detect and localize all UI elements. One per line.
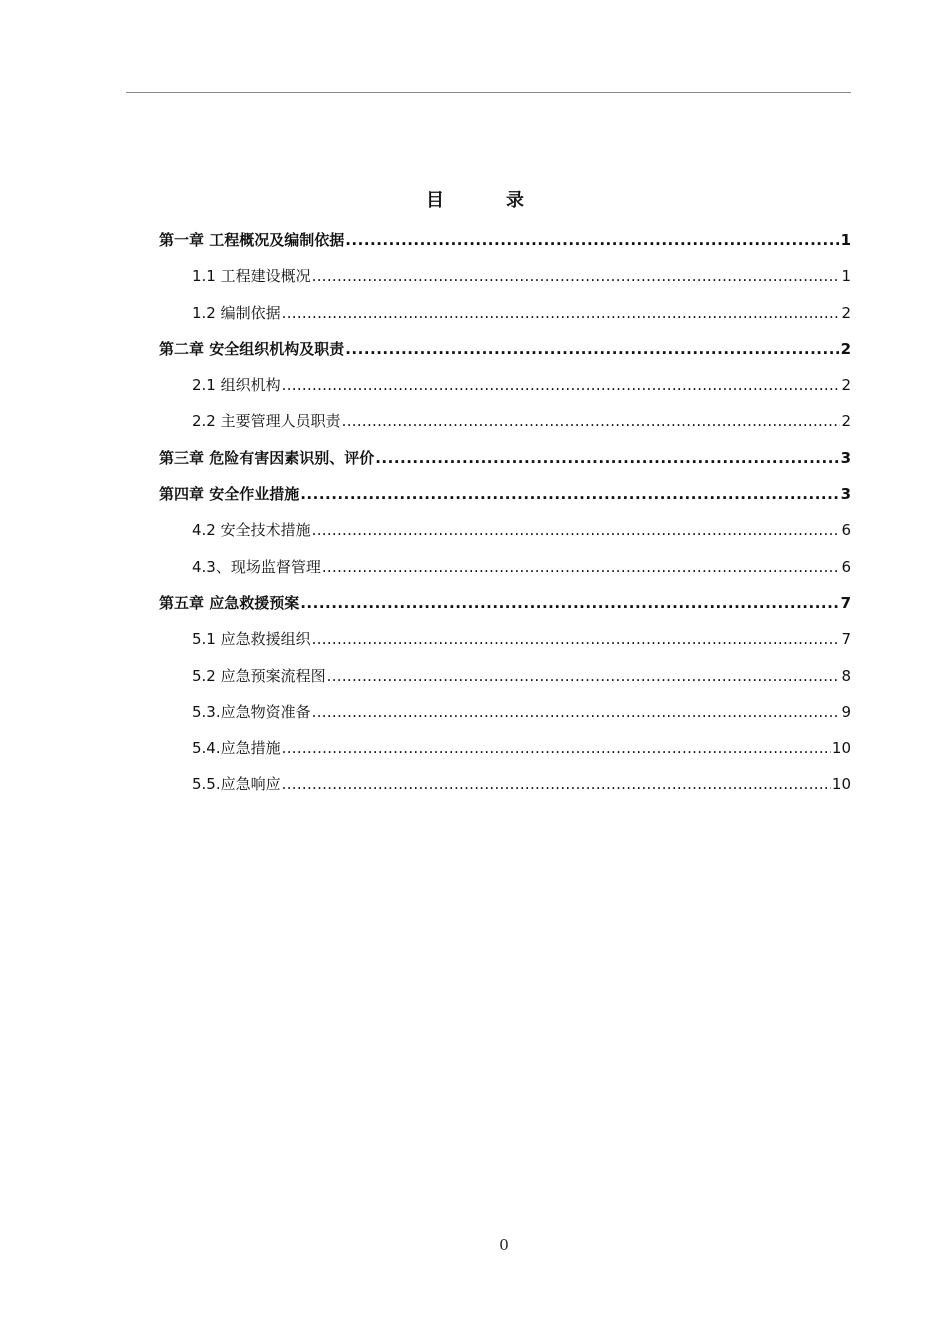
toc-title-part2: 录 <box>506 190 524 211</box>
toc-entry-label: 5.5.应急响应 <box>192 775 281 794</box>
toc-dot-leader <box>282 766 831 802</box>
toc-entry-label: 第一章 工程概况及编制依据 <box>159 231 345 249</box>
page-number: 0 <box>499 1236 509 1254</box>
toc-entry-label: 第五章 应急救援预案 <box>159 593 300 612</box>
toc-entry-label: 第二章 安全组织机构及职责 <box>159 339 345 358</box>
toc-entry-page: 10 <box>831 775 851 794</box>
toc-entry-label: 2.2 主要管理人员职责 <box>192 412 341 431</box>
toc-dot-leader <box>312 694 841 730</box>
toc-entry[interactable] <box>159 694 851 730</box>
toc-dot-leader <box>342 403 841 439</box>
toc-entry-label: 第三章 危险有害因素识别、评价 <box>159 448 375 467</box>
toc-entry[interactable] <box>159 440 851 476</box>
toc-entry-label: 5.2 应急预案流程图 <box>192 666 326 685</box>
toc-entry[interactable] <box>159 766 851 802</box>
toc-entry[interactable] <box>159 621 851 657</box>
toc-entry[interactable] <box>159 367 851 403</box>
toc-entry-page: 8 <box>841 666 851 685</box>
toc-entry-label: 1.1 工程建设概况 <box>192 267 311 286</box>
toc-entry-label: 4.3、现场监督管理 <box>192 557 321 576</box>
toc-entry-page: 7 <box>840 593 851 612</box>
toc-entry-page: 2 <box>840 339 851 358</box>
toc-entry-page: 2 <box>841 376 851 395</box>
toc-title-part1: 目 <box>426 190 444 211</box>
toc-entry[interactable] <box>159 403 851 439</box>
toc-entry-page: 3 <box>840 448 851 467</box>
toc-entry-page: 1 <box>840 231 851 249</box>
toc-entry-page: 3 <box>840 485 851 504</box>
toc-entry-label: 5.4.应急措施 <box>192 739 281 758</box>
toc-dot-leader <box>312 621 841 657</box>
toc-dot-leader <box>345 222 839 258</box>
toc-entry[interactable] <box>159 549 851 585</box>
toc-title <box>0 186 950 212</box>
toc-dot-leader <box>282 295 841 331</box>
toc-entry[interactable] <box>159 476 851 512</box>
toc-entry[interactable] <box>159 331 851 367</box>
toc-entry-page: 1 <box>841 267 851 286</box>
toc-entry-label: 5.3.应急物资准备 <box>192 702 311 721</box>
toc-entry-label: 5.1 应急救援组织 <box>192 630 311 649</box>
toc-entry-label: 2.1 组织机构 <box>192 376 281 395</box>
toc-entry[interactable] <box>159 512 851 548</box>
toc-entry-page: 9 <box>841 702 851 721</box>
toc-entry[interactable] <box>159 658 851 694</box>
toc-dot-leader <box>327 658 841 694</box>
toc-entry-label: 第四章 安全作业措施 <box>159 485 300 504</box>
toc-entry[interactable] <box>159 730 851 766</box>
toc-dot-leader <box>300 585 839 621</box>
toc-dot-leader <box>312 512 841 548</box>
toc-dot-leader <box>322 549 841 585</box>
toc-entry[interactable] <box>159 585 851 621</box>
toc-dot-leader <box>282 730 831 766</box>
toc-dot-leader <box>312 258 841 294</box>
toc-dot-leader <box>282 367 841 403</box>
toc-entry-label: 1.2 编制依据 <box>192 303 281 322</box>
toc-entry-page: 7 <box>841 630 851 649</box>
toc-entry-page: 6 <box>841 557 851 576</box>
toc-dot-leader <box>375 440 839 476</box>
toc-entry-page: 6 <box>841 521 851 540</box>
toc-entry[interactable] <box>159 258 851 294</box>
table-of-contents <box>159 222 851 803</box>
header-rule <box>126 92 851 93</box>
toc-entry-page: 2 <box>841 412 851 431</box>
toc-entry-page: 2 <box>841 303 851 322</box>
toc-entry-label: 4.2 安全技术措施 <box>192 521 311 540</box>
toc-dot-leader <box>345 331 839 367</box>
toc-entry[interactable] <box>159 222 851 258</box>
toc-dot-leader <box>300 476 839 512</box>
toc-entry[interactable] <box>159 295 851 331</box>
toc-entry-page: 10 <box>831 739 851 758</box>
